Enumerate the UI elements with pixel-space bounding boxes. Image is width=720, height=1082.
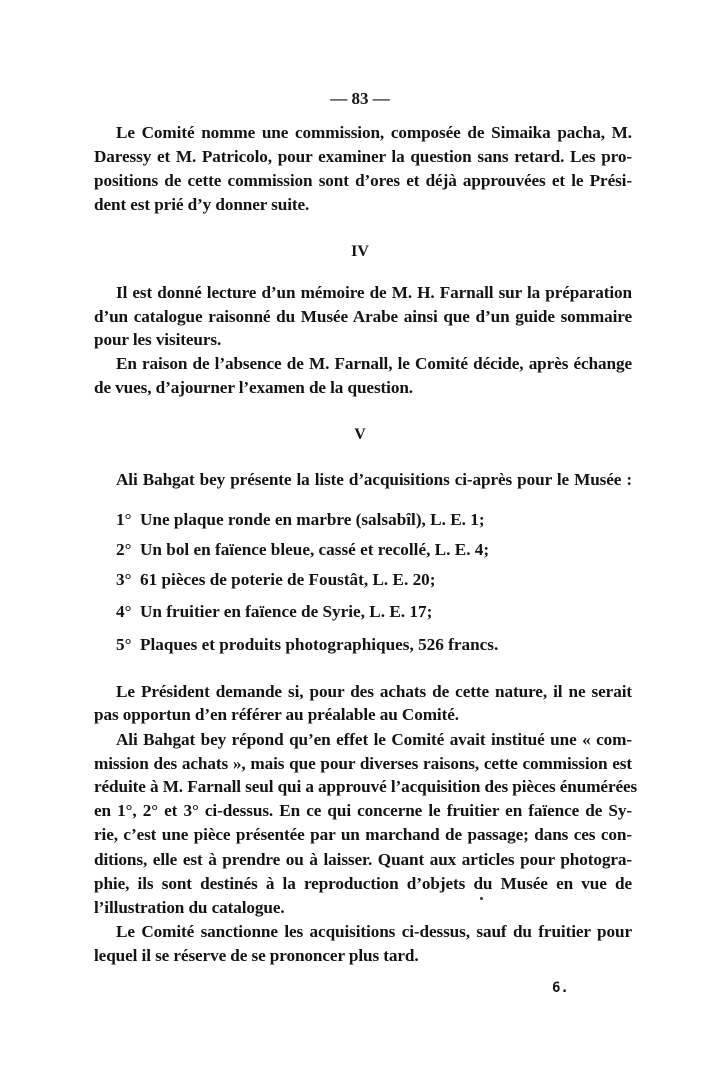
text-line: d’un catalogue raisonné du Musée Arabe ainsi que d’un guide sommaire <box>94 307 632 326</box>
text-line: réduite à M. Farnall seul qui a approuvé l’acquisition des pièces énumérées <box>94 777 638 796</box>
item-number: 3° <box>116 570 132 589</box>
text-line: rie, c’est une pièce présentée par un marchand de passage; dans ces con- <box>94 825 632 844</box>
text-line: ditions, elle est à prendre ou à laisser. Quant aux articles pour photogra- <box>94 850 632 869</box>
section-heading-iv: IV <box>351 243 369 260</box>
item-number: 4° <box>116 602 132 621</box>
list-item <box>116 539 489 561</box>
text-line: En raison de l’absence de M. Farnall, le Comité décide, après échange <box>116 354 632 373</box>
text-line: Ali Bahgat bey répond qu’en effet le Comité avait institué une « com- <box>116 730 632 749</box>
item-number: 1° <box>116 510 132 529</box>
list-item <box>116 509 485 531</box>
text-line: pas opportun d’en référer au préalable au Comité. <box>94 705 459 724</box>
item-number: 2° <box>116 540 132 559</box>
text-line: de vues, d’ajourner l’examen de la question. <box>94 378 413 397</box>
text-line: Daressy et M. Patricolo, pour examiner la question sans retard. Les pro- <box>94 147 632 166</box>
item-text: 61 pièces de poterie de Foustât, L. E. 20; <box>140 570 436 589</box>
item-text: Une plaque ronde en marbre (salsabîl), L. E. 1; <box>140 510 485 529</box>
list-item <box>116 569 436 591</box>
item-text: Plaques et produits photographiques, 526 francs. <box>140 635 499 654</box>
signature-mark: 6. <box>552 980 569 996</box>
stray-mark <box>480 897 483 900</box>
text-line: Il est donné lecture d’un mémoire de M. H. Farnall sur la préparation <box>116 283 632 302</box>
text-line: l’illustration du catalogue. <box>94 898 285 917</box>
page-number: — 83 — <box>330 89 390 108</box>
text-line: Le Président demande si, pour des achats de cette nature, il ne serait <box>116 682 632 701</box>
text-line: en 1°, 2° et 3° ci-dessus. En ce qui concerne le fruitier en faïence de Sy- <box>94 801 632 820</box>
item-text: Un fruitier en faïence de Syrie, L. E. 17; <box>140 602 433 621</box>
item-number: 5° <box>116 635 132 654</box>
text-line: phie, ils sont destinés à la reproduction d’objets du Musée en vue de <box>94 874 632 893</box>
text-line: lequel il se réserve de se prononcer plus tard. <box>94 946 419 965</box>
list-item <box>116 634 498 656</box>
text-line: positions de cette commission sont d’ores et déjà approuvées et le Prési- <box>94 171 632 190</box>
text-line: Le Comité nomme une commission, composée de Simaika pacha, M. <box>116 123 632 142</box>
text-line: pour les visiteurs. <box>94 330 222 349</box>
text-line: dent est prié d’y donner suite. <box>94 195 310 214</box>
item-text: Un bol en faïence bleue, cassé et recollé, L. E. 4; <box>140 540 490 559</box>
text-line: Le Comité sanctionne les acquisitions ci-dessus, sauf du fruitier pour <box>116 922 632 941</box>
section-heading-v: V <box>354 426 366 443</box>
list-item <box>116 601 432 623</box>
text-line: mission des achats », mais que pour diverses raisons, cette commission est <box>94 754 632 773</box>
acquisitions-intro: Ali Bahgat bey présente la liste d’acquisitions ci-après pour le Musée : <box>116 470 632 489</box>
